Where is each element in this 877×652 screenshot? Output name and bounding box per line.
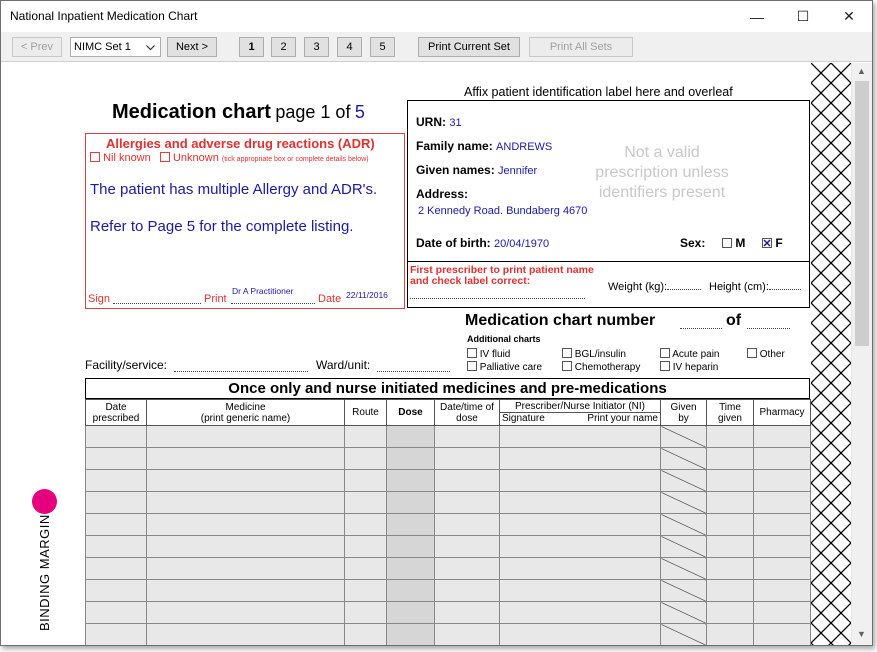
checkbox[interactable] xyxy=(660,361,670,371)
page-button-3[interactable]: 3 xyxy=(304,37,329,57)
prescriber-group-label: Prescriber/Nurse Initiator (NI) xyxy=(500,401,660,413)
watermark-line-3: identifiers present xyxy=(598,184,726,201)
scroll-down-icon[interactable]: ▼ xyxy=(857,629,866,639)
table-cell[interactable] xyxy=(345,580,387,602)
table-cell[interactable] xyxy=(435,448,500,470)
table-cell[interactable] xyxy=(500,470,661,492)
table-cell[interactable] xyxy=(435,558,500,580)
binding-margin-label: BINDING MARGIN xyxy=(37,514,52,631)
family-value: ANDREWS xyxy=(496,141,553,153)
table-cell[interactable] xyxy=(500,426,661,448)
table-cell[interactable] xyxy=(435,536,500,558)
sex-m-label: M xyxy=(735,236,746,250)
table-cell[interactable] xyxy=(754,580,811,602)
chart-heading: Medication chart xyxy=(112,101,271,123)
adr-print-value: Dr A Practitioner xyxy=(232,286,294,296)
once-only-table xyxy=(85,399,811,646)
table-cell[interactable] xyxy=(435,580,500,602)
table-cell[interactable] xyxy=(661,536,707,558)
set-select-value: NIMC Set 1 xyxy=(74,41,131,53)
table-cell[interactable] xyxy=(86,514,147,536)
binding-hatch-strip xyxy=(811,63,851,646)
table-cell[interactable] xyxy=(500,558,661,580)
additional-chart-bgl[interactable] xyxy=(562,348,626,360)
adr-line-2: Refer to Page 5 for the complete listing. xyxy=(90,218,354,235)
close-button[interactable] xyxy=(826,1,872,32)
maximize-icon: ☐ xyxy=(796,8,810,24)
checkbox-cross-icon xyxy=(763,239,771,247)
col-pharmacy: Pharmacy xyxy=(754,400,811,426)
table-row xyxy=(86,580,811,602)
adr-print-line xyxy=(231,296,315,304)
scroll-up-icon[interactable]: ▲ xyxy=(857,66,866,76)
table-cell[interactable] xyxy=(754,536,811,558)
table-cell[interactable] xyxy=(435,426,500,448)
print-current-set-button[interactable]: Print Current Set xyxy=(418,37,520,57)
option-label: Palliative care xyxy=(479,362,543,373)
table-row xyxy=(86,514,811,536)
table-cell[interactable] xyxy=(86,536,147,558)
checkbox[interactable] xyxy=(562,348,572,358)
address-label: Address: xyxy=(416,187,469,201)
hatch-pattern xyxy=(811,63,851,646)
option-label: IV fluid xyxy=(479,349,511,360)
chart-page-total: 5 xyxy=(354,102,365,122)
title-bar xyxy=(1,1,872,32)
table-cell[interactable] xyxy=(147,536,345,558)
checkbox[interactable] xyxy=(467,348,477,358)
family-row xyxy=(416,139,552,153)
print-all-sets-button[interactable]: Print All Sets xyxy=(529,37,633,57)
page-button-2[interactable]: 2 xyxy=(271,37,296,57)
table-cell[interactable] xyxy=(86,602,147,624)
table-cell[interactable] xyxy=(345,470,387,492)
adr-date-label: Date xyxy=(318,293,342,305)
table-cell[interactable] xyxy=(147,426,345,448)
table-cell[interactable] xyxy=(147,448,345,470)
given-value: Jennifer xyxy=(498,165,538,177)
additional-chart-acute-pain[interactable] xyxy=(660,348,720,360)
once-only-rows xyxy=(86,426,811,646)
table-cell[interactable] xyxy=(435,492,500,514)
height-row xyxy=(709,281,801,293)
dob-row xyxy=(416,236,549,250)
table-cell[interactable] xyxy=(754,514,811,536)
table-cell[interactable] xyxy=(147,470,345,492)
col-route: Route xyxy=(345,400,387,426)
prescriber-note-line-2: and check label correct: xyxy=(410,275,531,287)
adr-title: Allergies and adverse drug reactions (ADR) xyxy=(106,136,375,151)
table-row xyxy=(86,602,811,624)
minimize-button[interactable] xyxy=(734,1,780,32)
table-cell[interactable] xyxy=(707,514,754,536)
close-icon: ✕ xyxy=(843,8,855,24)
chart-page xyxy=(1,63,811,646)
table-cell[interactable] xyxy=(754,470,811,492)
table-cell[interactable] xyxy=(387,580,435,602)
table-cell[interactable] xyxy=(661,448,707,470)
facility-line[interactable] xyxy=(174,363,308,372)
sex-row xyxy=(680,236,783,250)
page-button-5[interactable]: 5 xyxy=(370,37,395,57)
table-cell[interactable] xyxy=(661,558,707,580)
col-date-prescribed: Date prescribed xyxy=(86,400,147,426)
option-label: BGL/insulin xyxy=(574,349,626,360)
table-cell[interactable] xyxy=(345,514,387,536)
sex-f-checkbox[interactable] xyxy=(762,238,772,248)
prev-button[interactable]: < Prev xyxy=(12,37,62,57)
ward-line[interactable] xyxy=(377,363,450,372)
chart-number-of-label: of xyxy=(726,312,742,329)
col-time-given: Time given xyxy=(707,400,754,426)
table-cell[interactable] xyxy=(435,514,500,536)
table-cell[interactable] xyxy=(147,580,345,602)
table-cell[interactable] xyxy=(500,624,661,646)
additional-chart-palliative[interactable] xyxy=(467,361,542,373)
table-cell[interactable] xyxy=(86,580,147,602)
table-cell[interactable] xyxy=(147,492,345,514)
nil-known-checkbox[interactable] xyxy=(90,152,100,162)
table-cell[interactable] xyxy=(500,580,661,602)
table-cell[interactable] xyxy=(387,426,435,448)
checkbox[interactable] xyxy=(747,348,757,358)
table-cell[interactable] xyxy=(707,492,754,514)
adr-box xyxy=(85,133,405,309)
adr-tick-note: (tick appropriate box or complete details below) xyxy=(221,156,369,163)
table-cell[interactable] xyxy=(500,492,661,514)
table-cell[interactable] xyxy=(707,470,754,492)
chart-page-prefix: page 1 of xyxy=(275,102,351,122)
col-medicine: Medicine (print generic name) xyxy=(147,400,345,426)
sex-f-label: F xyxy=(775,236,783,250)
table-cell[interactable] xyxy=(387,514,435,536)
checkbox[interactable] xyxy=(660,348,670,358)
urn-row xyxy=(416,115,462,129)
table-cell[interactable] xyxy=(500,448,661,470)
table-cell[interactable] xyxy=(661,470,707,492)
dob-label: Date of birth: xyxy=(416,236,491,250)
table-cell[interactable] xyxy=(435,602,500,624)
prescriber-note xyxy=(410,265,594,287)
table-cell[interactable] xyxy=(345,492,387,514)
window-title: National Inpatient Medication Chart xyxy=(10,9,198,23)
next-button[interactable]: Next > xyxy=(167,37,217,57)
facility-label: Facility/service: xyxy=(85,358,168,372)
given-row xyxy=(416,163,537,177)
table-cell[interactable] xyxy=(661,580,707,602)
chart-number-of-line[interactable] xyxy=(747,319,790,329)
toolbar xyxy=(1,32,872,62)
option-label: IV heparin xyxy=(672,362,719,373)
table-cell[interactable] xyxy=(435,624,500,646)
once-only-title: Once only and nurse initiated medicines and pre-medications xyxy=(85,378,810,399)
col-dose: Dose xyxy=(387,400,435,426)
set-select[interactable] xyxy=(70,37,161,57)
table-cell[interactable] xyxy=(754,558,811,580)
col-print-name: Print your name xyxy=(587,413,658,424)
unknown-label: Unknown xyxy=(172,152,219,164)
table-row xyxy=(86,492,811,514)
additional-chart-other[interactable] xyxy=(747,348,785,360)
page-button-1[interactable]: 1 xyxy=(239,37,264,57)
table-cell[interactable] xyxy=(345,602,387,624)
table-cell[interactable] xyxy=(86,470,147,492)
pid-divider xyxy=(408,261,810,262)
table-cell[interactable] xyxy=(86,426,147,448)
chart-number-line[interactable] xyxy=(680,319,722,329)
table-cell[interactable] xyxy=(387,558,435,580)
table-cell[interactable] xyxy=(387,470,435,492)
maximize-button[interactable] xyxy=(780,1,826,32)
table-cell[interactable] xyxy=(500,536,661,558)
affix-label: Affix patient identification label here and overleaf xyxy=(464,85,733,99)
table-cell[interactable] xyxy=(661,624,707,646)
address-value: 2 Kennedy Road. Bundaberg 4670 xyxy=(418,205,588,217)
table-cell[interactable] xyxy=(147,602,345,624)
table-cell[interactable] xyxy=(754,492,811,514)
urn-label: URN: xyxy=(416,115,446,129)
dob-value: 20/04/1970 xyxy=(494,238,550,250)
table-cell[interactable] xyxy=(754,602,811,624)
option-label: Chemotherapy xyxy=(574,362,641,373)
adr-options xyxy=(90,152,369,164)
given-label: Given names: xyxy=(416,163,495,177)
adr-line-1: The patient has multiple Allergy and ADR's. xyxy=(90,181,378,198)
table-cell[interactable] xyxy=(661,426,707,448)
weight-row xyxy=(608,281,701,293)
chart-number-label: Medication chart number xyxy=(465,312,656,329)
checkbox[interactable] xyxy=(562,361,572,371)
table-cell[interactable] xyxy=(754,624,811,646)
table-cell[interactable] xyxy=(754,426,811,448)
nil-known-label: Nil known xyxy=(103,152,151,164)
adr-sign-label: Sign xyxy=(88,293,111,305)
chart-heading-group xyxy=(112,101,365,124)
table-cell[interactable] xyxy=(707,536,754,558)
col-prescriber xyxy=(500,400,661,426)
height-label: Height (cm): xyxy=(709,281,769,293)
table-cell[interactable] xyxy=(345,448,387,470)
height-line[interactable] xyxy=(769,284,801,290)
table-cell[interactable] xyxy=(500,602,661,624)
table-cell[interactable] xyxy=(345,536,387,558)
table-cell[interactable] xyxy=(147,558,345,580)
prescriber-note-line-1: First prescriber to print patient name xyxy=(410,264,594,276)
table-cell[interactable] xyxy=(345,624,387,646)
patient-id-box xyxy=(407,100,810,308)
table-cell[interactable] xyxy=(661,492,707,514)
table-cell[interactable] xyxy=(345,426,387,448)
table-row xyxy=(86,536,811,558)
chevron-down-icon xyxy=(146,45,155,51)
table-cell[interactable] xyxy=(147,624,345,646)
prescriber-sign-line xyxy=(410,291,585,299)
table-cell[interactable] xyxy=(387,602,435,624)
weight-label: Weight (kg): xyxy=(608,281,668,293)
table-cell[interactable] xyxy=(707,602,754,624)
sex-m-checkbox[interactable] xyxy=(722,238,732,248)
table-cell[interactable] xyxy=(661,514,707,536)
watermark-line-2: prescription unless xyxy=(595,164,729,181)
table-cell[interactable] xyxy=(661,602,707,624)
watermark-line-1: Not a valid xyxy=(624,144,700,161)
option-label: Acute pain xyxy=(672,349,720,360)
table-cell[interactable] xyxy=(707,558,754,580)
additional-chart-iv-fluid[interactable] xyxy=(467,348,510,360)
table-row xyxy=(86,448,811,470)
adr-print-label: Print xyxy=(204,293,227,305)
family-label: Family name: xyxy=(416,139,493,153)
table-row xyxy=(86,558,811,580)
table-cell[interactable] xyxy=(387,492,435,514)
table-cell[interactable] xyxy=(500,514,661,536)
option-label: Other xyxy=(759,349,785,360)
table-cell[interactable] xyxy=(435,470,500,492)
checkbox[interactable] xyxy=(467,361,477,371)
table-cell[interactable] xyxy=(387,448,435,470)
table-cell[interactable] xyxy=(387,536,435,558)
table-cell[interactable] xyxy=(754,448,811,470)
page-button-4[interactable]: 4 xyxy=(337,37,362,57)
table-cell[interactable] xyxy=(707,426,754,448)
watermark xyxy=(588,143,736,203)
table-cell[interactable] xyxy=(147,514,345,536)
ward-label: Ward/unit: xyxy=(316,358,371,372)
scroll-thumb[interactable] xyxy=(855,81,869,346)
unknown-checkbox[interactable] xyxy=(160,152,170,162)
vertical-scrollbar[interactable] xyxy=(851,63,872,646)
table-cell[interactable] xyxy=(387,624,435,646)
table-cell[interactable] xyxy=(707,624,754,646)
adr-date-value: 22/11/2016 xyxy=(346,290,388,300)
adr-sign-line xyxy=(113,296,201,304)
table-cell[interactable] xyxy=(86,624,147,646)
table-row xyxy=(86,426,811,448)
table-cell[interactable] xyxy=(86,558,147,580)
table-cell[interactable] xyxy=(86,448,147,470)
col-datetime: Date/time of dose xyxy=(435,400,500,426)
additional-chart-chemo[interactable] xyxy=(562,361,640,373)
sex-label: Sex: xyxy=(680,236,706,250)
weight-line[interactable] xyxy=(667,284,701,290)
table-row xyxy=(86,470,811,492)
binding-dot xyxy=(32,489,57,514)
table-cell[interactable] xyxy=(707,580,754,602)
minimize-icon: — xyxy=(750,8,764,25)
table-row xyxy=(86,624,811,646)
urn-value: 31 xyxy=(449,117,462,129)
col-signature: Signature xyxy=(502,413,545,424)
table-cell[interactable] xyxy=(86,492,147,514)
col-given-by: Given by xyxy=(661,400,707,426)
additional-charts-title: Additional charts xyxy=(467,334,541,344)
additional-chart-iv-heparin[interactable] xyxy=(660,361,718,373)
table-cell[interactable] xyxy=(707,448,754,470)
table-cell[interactable] xyxy=(345,558,387,580)
